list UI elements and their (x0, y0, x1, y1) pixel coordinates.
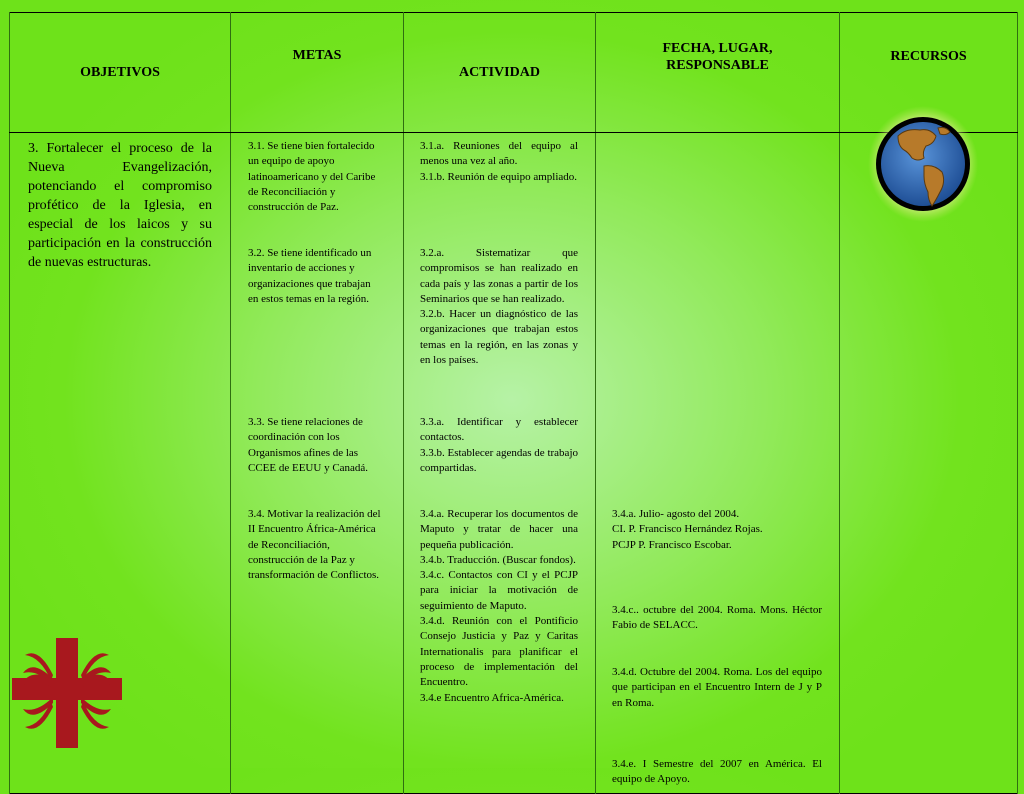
actividad-3-2-b: 3.2.b. Hacer un diagnóstico de las organizaciones que trabajan estos temas en la región, en las zonas y en los países. (420, 308, 578, 367)
header-metas-label: METAS (292, 48, 342, 63)
actividad-3-3-a: 3.3.a. Identificar y establecer contactos. (420, 416, 578, 444)
actividad-3-4-e: 3.4.e Encuentro Africa-América. (420, 691, 564, 704)
header-metas (231, 13, 404, 133)
recursos-cell (840, 133, 1018, 794)
actividad-3-1-a: 3.1.a. Reuniones del equipo al menos una vez al año. (420, 140, 578, 168)
header-actividad: ACTIVIDAD (404, 13, 596, 133)
actividad-group-3-2 (420, 246, 578, 368)
header-fecha (596, 13, 840, 133)
content-row (10, 133, 1018, 794)
header-fecha-line1: FECHA, LUGAR, (662, 41, 773, 56)
actividad-3-4-a: 3.4.a. Recuperar los documentos de Maputo y tratar de hacer una pequeña publicación. (420, 508, 578, 551)
meta-3-2: 3.2. Se tiene identificado un inventario de acciones y organizaciones que trabajan en estos temas en la región. (248, 247, 372, 305)
header-recursos-label: RECURSOS (890, 49, 967, 64)
header-objetivos: OBJETIVOS (10, 13, 231, 133)
fecha-3-4-a-line2: CI. P. Francisco Hernández Rojas. (612, 523, 763, 536)
metas-cell (231, 133, 404, 794)
actividad-3-4-c: 3.4.c. Contactos con CI y el PCJP para iniciar la motivación de seguimiento de Maputo. (420, 569, 578, 612)
globe-icon (868, 106, 978, 222)
actividad-3-3-b: 3.3.b. Establecer agendas de trabajo compartidas. (420, 446, 578, 474)
planning-table (9, 12, 1018, 794)
meta-3-3: 3.3. Se tiene relaciones de coordinación con los Organismos afines de las CCEE de EEUU y Canadá. (248, 416, 369, 474)
actividad-3-4-d: 3.4.d. Reunión con el Pontificio Consejo Justicia y Paz y Caritas Internationalis para planificar el proceso de implementación del Encuentro. (420, 615, 578, 689)
actividad-group-3-3 (420, 415, 578, 476)
caritas-cross-logo (10, 636, 124, 750)
fecha-cell (596, 133, 840, 794)
header-row (10, 13, 1018, 133)
meta-3-1: 3.1. Se tiene bien fortalecido un equipo de apoyo latinoamericano y del Caribe de Reconciliación y construcción de Paz. (248, 140, 376, 214)
actividad-group-3-1 (420, 139, 578, 185)
fecha-3-4-a-line1: 3.4.a. Julio- agosto del 2004. (612, 508, 740, 520)
actividad-group-3-4 (420, 507, 578, 706)
objetivo-text: 3. Fortalecer el proceso de la Nueva Evangelización, potenciando el compromiso profético de la Iglesia, en especial de los laicos y su participación en la construcción de nuevas estructuras. (28, 141, 212, 270)
actividad-cell (404, 133, 596, 794)
actividad-3-4-b: 3.4.b. Traducción. (Buscar fondos). (420, 553, 576, 566)
actividad-3-2-a: 3.2.a. Sistematizar que compromisos se han realizado en cada país y las zonas a partir de los Seminarios que se han realizado. (420, 247, 578, 305)
header-fecha-line2: RESPONSABLE (666, 58, 769, 73)
actividad-3-1-b: 3.1.b. Reunión de equipo ampliado. (420, 170, 578, 183)
fecha-3-4-a-line3: PCJP P. Francisco Escobar. (612, 538, 732, 551)
fecha-3-4-a (612, 507, 822, 553)
fecha-3-4-d: 3.4.d. Octubre del 2004. Roma. Los del equipo que participan en el Encuentro Intern de J y P en Roma. (612, 666, 822, 709)
meta-3-4: 3.4. Motivar la realización del II Encuentro África-América de Reconciliación, construcción de la Paz y transformación de Conflictos. (248, 508, 381, 582)
fecha-3-4-e: 3.4.e. I Semestre del 2007 en América. El equipo de Apoyo. (612, 758, 822, 786)
fecha-3-4-c: 3.4.c.. octubre del 2004. Roma. Mons. Héctor Fabio de SELACC. (612, 604, 822, 632)
